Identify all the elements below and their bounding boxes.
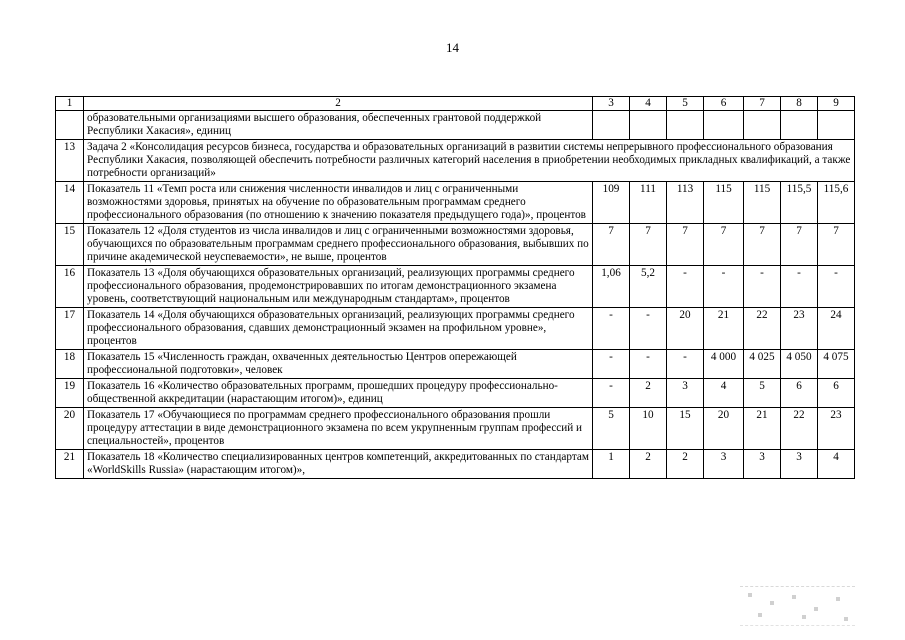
header-cell: 9 [818,97,855,111]
value-cell: 6 [781,379,818,408]
indicator-text: образовательными организациями высшего образования, обеспеченных грантовой поддержкой Республики Хакасия», единиц [84,111,593,140]
value-cell: 115,6 [818,182,855,224]
value-cell: 23 [818,408,855,450]
header-row [56,97,855,111]
value-cell [818,111,855,140]
header-cell: 7 [744,97,781,111]
value-cell: 5 [593,408,630,450]
row-number: 14 [56,182,84,224]
value-cell [667,111,704,140]
value-cell: 4 000 [704,350,744,379]
row-number: 16 [56,266,84,308]
value-cell: 6 [818,379,855,408]
row-number: 13 [56,140,84,182]
table-row [56,408,855,450]
value-cell: 21 [744,408,781,450]
row-number: 17 [56,308,84,350]
value-cell [593,111,630,140]
value-cell: 4 [704,379,744,408]
value-cell: - [630,308,667,350]
value-cell: 3 [781,450,818,479]
table-row [56,224,855,266]
value-cell [630,111,667,140]
value-cell: 113 [667,182,704,224]
indicators-table [55,96,855,479]
value-cell: 22 [744,308,781,350]
indicator-text: Показатель 12 «Доля студентов из числа инвалидов и лиц с ограниченными возможностями здоровья, обучающихся по образовательным программам среднего профессионального образования, выбывших по причине академической неуспеваемости», не выше, процентов [84,224,593,266]
value-cell: 7 [781,224,818,266]
table-row [56,111,855,140]
header-cell: 3 [593,97,630,111]
value-cell: 22 [781,408,818,450]
row-number: 18 [56,350,84,379]
table-row [56,350,855,379]
indicator-text: Показатель 17 «Обучающиеся по программам среднего профессионального образования прошли процедуру аттестации в виде демонстрационного экзамена по всем укрупненным группам профессий и специальностей», процентов [84,408,593,450]
value-cell: 21 [704,308,744,350]
value-cell: 7 [744,224,781,266]
value-cell: 7 [630,224,667,266]
header-cell: 8 [781,97,818,111]
table-row [56,379,855,408]
row-number: 15 [56,224,84,266]
value-cell: - [593,308,630,350]
value-cell: 111 [630,182,667,224]
value-cell: - [667,266,704,308]
value-cell: 3 [667,379,704,408]
value-cell: 2 [667,450,704,479]
row-number [56,111,84,140]
table-row [56,182,855,224]
value-cell: 7 [667,224,704,266]
value-cell: 1 [593,450,630,479]
task-row [56,140,855,182]
value-cell: 4 025 [744,350,781,379]
value-cell: - [781,266,818,308]
value-cell: 2 [630,379,667,408]
value-cell: 2 [630,450,667,479]
page-number: 14 [446,40,459,55]
value-cell: 15 [667,408,704,450]
value-cell: 5 [744,379,781,408]
value-cell: 7 [593,224,630,266]
indicator-text: Показатель 14 «Доля обучающихся образовательных организаций, реализующих программы среднего профессионального образования, сдавших демонстрационный экзамен на профильном уровне», процентов [84,308,593,350]
table-row [56,266,855,308]
value-cell: - [593,350,630,379]
value-cell: 20 [704,408,744,450]
header-cell: 2 [84,97,593,111]
header-cell: 4 [630,97,667,111]
value-cell: - [667,350,704,379]
value-cell: - [593,379,630,408]
value-cell [744,111,781,140]
value-cell: 23 [781,308,818,350]
value-cell: - [744,266,781,308]
value-cell: 24 [818,308,855,350]
value-cell: 4 [818,450,855,479]
value-cell: - [704,266,744,308]
value-cell: 4 075 [818,350,855,379]
value-cell: 109 [593,182,630,224]
header-cell: 1 [56,97,84,111]
header-cell: 6 [704,97,744,111]
value-cell: 115 [704,182,744,224]
row-number: 21 [56,450,84,479]
faint-scan-stamp [740,586,855,626]
indicator-text: Показатель 13 «Доля обучающихся образовательных организаций, реализующих программы среднего профессионального образования, продемонстрировавших по итогам демонстрационного экзамена уровень, соответствующий национальным или международным стандартам», процентов [84,266,593,308]
value-cell: - [630,350,667,379]
indicator-text: Показатель 18 «Количество специализированных центров компетенций, аккредитованных по стандартам «WorldSkills Russia» (нарастающим итогом)», [84,450,593,479]
indicator-text: Показатель 15 «Численность граждан, охваченных деятельностью Центров опережающей профессиональной подготовки», человек [84,350,593,379]
value-cell: 1,06 [593,266,630,308]
row-number: 19 [56,379,84,408]
value-cell: 115 [744,182,781,224]
value-cell: 10 [630,408,667,450]
header-cell: 5 [667,97,704,111]
value-cell: 3 [704,450,744,479]
value-cell [781,111,818,140]
value-cell: 7 [818,224,855,266]
value-cell: 3 [744,450,781,479]
task-text: Задача 2 «Консолидация ресурсов бизнеса, государства и образовательных организаций в развитии системы непрерывного профессионального образования Республики Хакасия, позволяющей обеспечить потребности различных категорий населения в приобретении необходимых прикладных квалификаций, а также потребности организаций» [84,140,855,182]
value-cell [704,111,744,140]
value-cell: 20 [667,308,704,350]
row-number: 20 [56,408,84,450]
table-row [56,450,855,479]
indicator-text: Показатель 16 «Количество образовательных программ, прошедших процедуру профессионально-общественной аккредитации (нарастающим итогом)», единиц [84,379,593,408]
value-cell: - [818,266,855,308]
value-cell: 115,5 [781,182,818,224]
table-row [56,308,855,350]
indicator-text: Показатель 11 «Темп роста или снижения численности инвалидов и лиц с ограниченными возможностями здоровья, принятых на обучение по образовательным программам среднего профессионального образования (по отношению к значению показателя предыдущего года)», процентов [84,182,593,224]
value-cell: 7 [704,224,744,266]
value-cell: 5,2 [630,266,667,308]
value-cell: 4 050 [781,350,818,379]
